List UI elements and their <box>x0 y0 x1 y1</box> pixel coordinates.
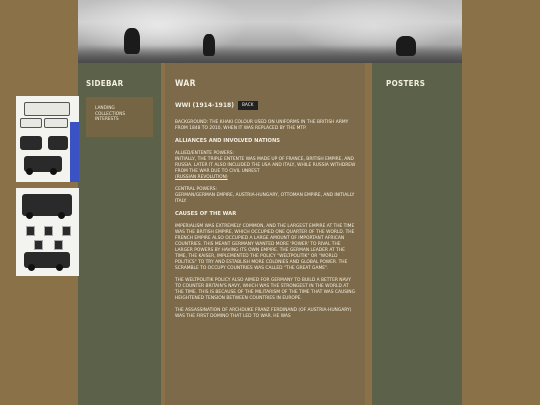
sidebar-title: SIDEBAR <box>86 79 124 88</box>
central-text: GERMAN/GERMAN EMPIRE, AUSTRIA-HUNGARY, OTTOMAN EMPIRE, AND INITIALLY ITALY. <box>175 193 355 204</box>
causes-paragraph: THE WELTPOLITIK POLICY ALSO AIMED FOR GERMANY TO BUILD A BETTER NAVY TO COUNTER BRITAIN'S NAVY, WHICH WAS THE STRONGEST IN THE WORLD AT THE TIME. THIS IS BECAUSE OF THE MILITARISM OF THE TIME THAT WAS CAUSING HEIGHTENED TENSION BETWEEN COUNTRIES IN EUROPE. <box>175 278 355 301</box>
central-label: CENTRAL POWERS: <box>175 187 218 192</box>
posters-title: POSTERS <box>386 79 426 88</box>
poster-image[interactable] <box>16 188 79 276</box>
causes-paragraph: IMPERIALISM WAS EXTREMELY COMMON, AND THE LARGEST EMPIRE AT THE TIME WAS THE BRITISH EMPIRE, WHICH OCCUPIED ONE QUARTER OF THE WORLD. THE FRENCH EMPIRE ALSO OCCUPIED A LARGE AMOUNT OF IMPORTANT AFRICAN COUNTRIES. THIS MEANT GERMANY WANTED MORE 'POWER' TO RIVAL THE LARGER POWERS BY HAVING ITS OWN EMPIRE. THE GERMAN LEADER AT THE TIME, THE KAISER, IMPLEMENTED THE POLICY "WELTPOLITIK" OR "WORLD POLITICS" TO TRY AND ESTABLISH MORE COLONIES AND GLOBAL POWER. THE SCRAMBLE TO OCCUPY COUNTRIES WAS CALLED "THE GREAT GAME". <box>175 224 355 271</box>
posters-sidebar <box>372 63 462 405</box>
allied-label: ALLIED/ENTENTE POWERS: <box>175 151 235 156</box>
sidebar-link-interests[interactable]: INTERESTS <box>95 117 119 123</box>
soldier-silhouette <box>396 36 416 56</box>
russian-revolution-link[interactable]: (RUSSIAN REVOLUTION) <box>175 175 228 180</box>
causes-heading: CAUSES OF THE WAR <box>175 211 237 217</box>
soldier-silhouette <box>203 34 215 56</box>
main-content <box>165 63 365 405</box>
poster-image[interactable] <box>16 96 79 182</box>
allied-text: INITIALLY, THE TRIPLE ENTENTE WAS MADE UP OF FRANCE, BRITISH EMPIRE, AND RUSSIA. LATER IT ALSO INCLUDED THE USA AND ITALY, WHILE RUSSIA WITHDREW FROM THE WAR DUE TO CIVIL UNREST <box>175 157 356 174</box>
background-text: BACKGROUND: THE KHAKI COLOUR USED ON UNIFORMS IN THE BRITISH ARMY FROM 1848 TO 2010, WHEN IT WAS REPLACED BY THE MTP. <box>175 120 349 131</box>
alliances-heading: ALLIANCES AND INVOLVED NATIONS <box>175 138 281 144</box>
soldier-silhouette <box>124 28 140 54</box>
sidebar-link-collections[interactable]: COLLECTIONS <box>95 111 126 117</box>
sidebar-nav <box>86 97 153 137</box>
war-name: WWI (1914-1918) <box>175 102 234 109</box>
sidebar-link-landing[interactable]: LANDING <box>95 106 115 111</box>
causes-paragraph: THE ASSASSINATION OF ARCHDUKE FRANZ FERDINAND (OF AUSTRIA-HUNGARY) WAS THE FIRST DOMINO THAT LED TO WAR. HE WAS <box>175 308 352 319</box>
header-banner-image <box>78 0 462 63</box>
back-button[interactable]: BACK <box>238 101 258 110</box>
sidebar <box>78 63 161 405</box>
page-title: WAR <box>175 79 196 89</box>
